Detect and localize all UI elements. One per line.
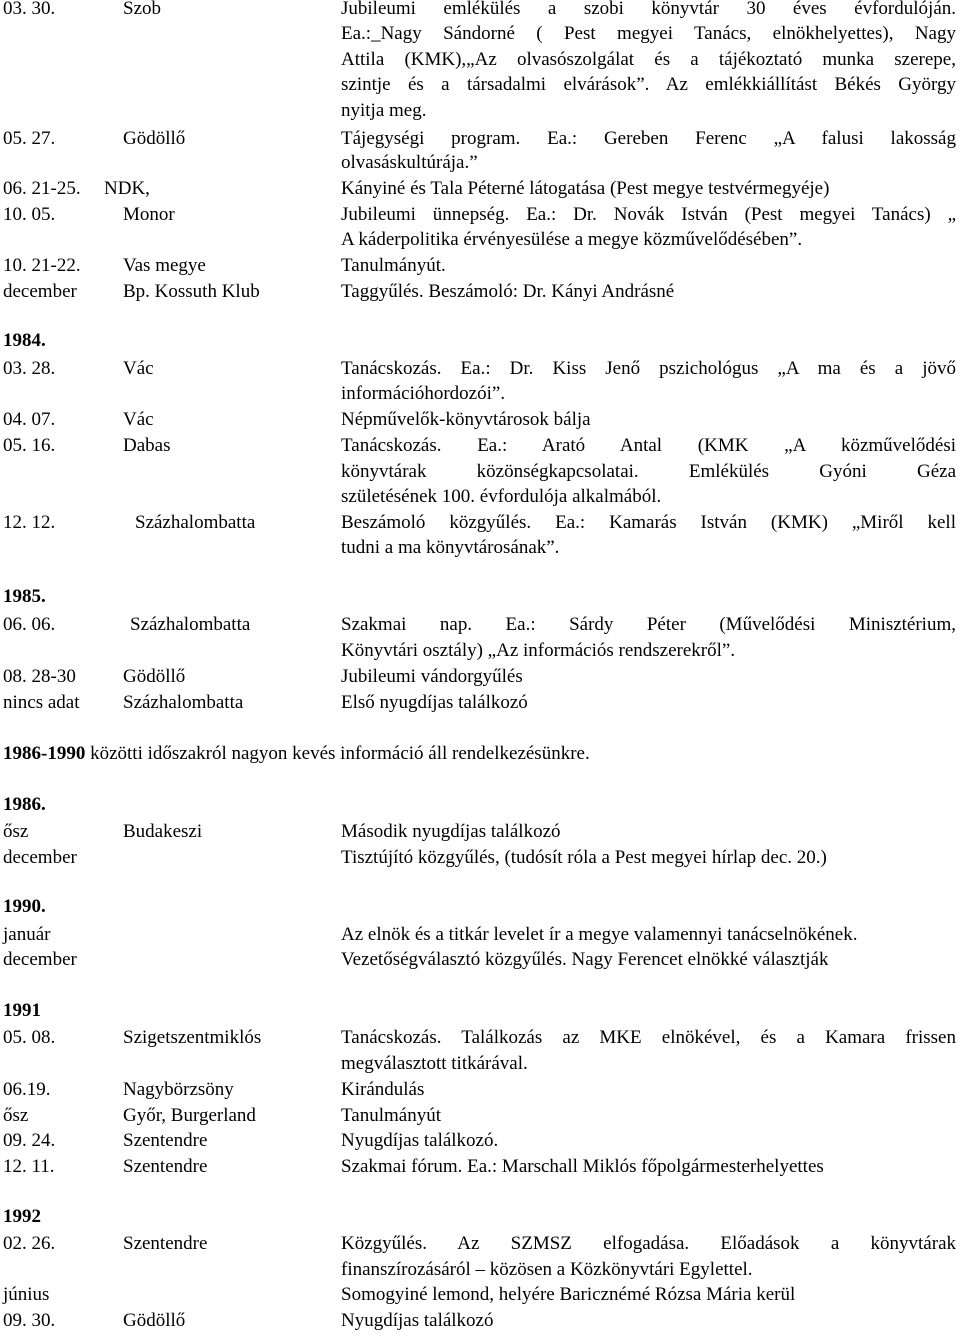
entry-description: Kirándulás — [341, 1079, 425, 1100]
year-heading-row — [0, 1205, 960, 1229]
year-heading: 1992 — [3, 1206, 41, 1227]
entry-description: Első nyugdíjas találkozó — [341, 692, 528, 713]
entry-date: január — [3, 924, 51, 945]
entry-row — [0, 73, 960, 97]
entry-date: 05. 08. — [3, 1027, 56, 1048]
entry-row — [0, 151, 960, 175]
entry-place: Dabas — [123, 435, 171, 456]
entry-description: Tanulmányút. — [341, 255, 446, 276]
year-heading-row — [0, 999, 960, 1023]
entry-row — [0, 923, 960, 947]
entry-date: 12. 12. — [3, 512, 56, 533]
entry-row — [0, 280, 960, 304]
entry-description: könyvtárak közönségkapcsolatai. Emlékülés Gyóni Géza — [341, 461, 956, 482]
entry-description: információhordozói”. — [341, 383, 506, 404]
entry-row — [0, 1283, 960, 1307]
year-heading-row — [0, 585, 960, 609]
entry-place: Szentendre — [123, 1156, 208, 1177]
entry-place: Bp. Kossuth Klub — [123, 281, 260, 302]
entry-row — [0, 820, 960, 844]
entry-place: Vác — [123, 358, 154, 379]
entry-description: Közgyűlés. Az SZMSZ elfogadása. Előadások a könyvtárak — [341, 1233, 956, 1254]
entry-place: Vác — [123, 409, 154, 430]
entry-date: 05. 27. — [3, 128, 56, 149]
entry-date: június — [3, 1284, 50, 1305]
entry-row — [0, 536, 960, 560]
entry-row — [0, 948, 960, 972]
entry-description: Taggyűlés. Beszámoló: Dr. Kányi Andrásné — [341, 281, 675, 302]
entry-row — [0, 639, 960, 663]
entry-row — [0, 846, 960, 870]
entry-row — [0, 613, 960, 637]
entry-description: Nyugdíjas találkozó — [341, 1310, 494, 1331]
entry-place: Szentendre — [123, 1130, 208, 1151]
year-heading-row — [0, 329, 960, 353]
entry-description: Jubileumi ünnepség. Ea.: Dr. Novák István (Pest megyei Tanács) „ — [341, 204, 956, 225]
entry-place: NDK, — [104, 178, 150, 199]
entry-place: Vas megye — [123, 255, 206, 276]
entry-row — [0, 254, 960, 278]
entry-description: finanszírozásáról – közösen a Közkönyvtári Egylettel. — [341, 1259, 753, 1280]
entry-description: Kányiné és Tala Péterné látogatása (Pest megye testvérmegyéje) — [341, 178, 830, 199]
entry-row — [0, 665, 960, 689]
entry-place: Százhalombatta — [123, 692, 244, 713]
entry-date: december — [3, 949, 77, 970]
entry-description: Szakmai nap. Ea.: Sárdy Péter (Művelődési Minisztérium, — [341, 614, 956, 635]
entry-place: Nagybörzsöny — [123, 1079, 234, 1100]
entry-description: Második nyugdíjas találkozó — [341, 821, 561, 842]
entry-place: Szigetszentmiklós — [123, 1027, 262, 1048]
entry-description: születésének 100. évfordulója alkalmából. — [341, 486, 662, 507]
entry-description: Tisztújító közgyűlés, (tudósít róla a Pest megyei hírlap dec. 20.) — [341, 847, 827, 868]
entry-row — [0, 460, 960, 484]
entry-row — [0, 1129, 960, 1153]
entry-description: szintje és a társadalmi elvárások”. Az emlékkiállítást Békés György — [341, 74, 956, 95]
entry-description: Szakmai fórum. Ea.: Marschall Miklós főpolgármesterhelyettes — [341, 1156, 824, 1177]
entry-place: Szob — [123, 0, 161, 19]
entry-description: Az elnök és a titkár levelet ír a megye valamennyi tanácselnökének. — [341, 924, 858, 945]
entry-date: ősz — [3, 821, 29, 842]
entry-row — [0, 203, 960, 227]
entry-place: Budakeszi — [123, 821, 203, 842]
entry-row — [0, 1309, 960, 1333]
entry-date: nincs adat — [3, 692, 80, 713]
entry-place: Monor — [123, 204, 175, 225]
year-heading: 1991 — [3, 1000, 41, 1021]
entry-row — [0, 127, 960, 151]
entry-date: 06.19. — [3, 1079, 51, 1100]
entry-date: 05. 16. — [3, 435, 56, 456]
entry-row — [0, 434, 960, 458]
entry-description: Vezetőségválasztó közgyűlés. Nagy Ferencet elnökké választják — [341, 949, 829, 970]
entry-row — [0, 48, 960, 72]
entry-row — [0, 1155, 960, 1179]
year-heading: 1984. — [3, 330, 46, 351]
entry-row — [0, 1104, 960, 1128]
entry-description: Tanácskozás. Ea.: Arató Antal (KMK „A közművelődési — [341, 435, 956, 456]
entry-description: Tájegységi program. Ea.: Gereben Ferenc „A falusi lakosság — [341, 128, 956, 149]
entry-date: december — [3, 847, 77, 868]
entry-date: 03. 30. — [3, 0, 56, 19]
note-body: közötti időszakról nagyon kevés információ áll rendelkezésünkre. — [85, 743, 590, 764]
entry-row — [0, 0, 960, 21]
entry-description: Somogyiné lemond, helyére Baricznémé Rózsa Mária kerül — [341, 1284, 796, 1305]
entry-date: 06. 21-25. — [3, 178, 81, 199]
year-heading-row — [0, 793, 960, 817]
entry-row — [0, 408, 960, 432]
entry-row — [0, 1026, 960, 1050]
entry-description: Ea.:_Nagy Sándorné ( Pest megyei Tanács, elnökhelyettes), Nagy — [341, 23, 956, 44]
entry-row — [0, 228, 960, 252]
entry-row — [0, 22, 960, 46]
entry-place: Gödöllő — [123, 666, 186, 687]
year-heading: 1986. — [3, 794, 46, 815]
entry-description: olvasáskultúrája.” — [341, 152, 478, 173]
entry-description: Jubileumi emlékülés a szobi könyvtár 30 éves évfordulóján. — [341, 0, 956, 19]
entry-description: Tanácskozás. Ea.: Dr. Kiss Jenő pszichológus „A ma és a jövő — [341, 358, 956, 379]
entry-place: Szentendre — [123, 1233, 208, 1254]
entry-row — [0, 1078, 960, 1102]
entry-description: Tanácskozás. Találkozás az MKE elnökével, és a Kamara frissen — [341, 1027, 956, 1048]
entry-date: 10. 21-22. — [3, 255, 81, 276]
entry-row — [0, 691, 960, 715]
entry-description: A káderpolitika érvényesülése a megye közművelődésében”. — [341, 229, 803, 250]
year-heading: 1985. — [3, 586, 46, 607]
entry-place: Gödöllő — [123, 1310, 186, 1331]
entry-description: Beszámoló közgyűlés. Ea.: Kamarás István (KMK) „Miről kell — [341, 512, 956, 533]
entry-place: Gödöllő — [123, 128, 186, 149]
entry-date: 02. 26. — [3, 1233, 56, 1254]
entry-description: Tanulmányút — [341, 1105, 441, 1126]
entry-row — [0, 357, 960, 381]
entry-description: nyitja meg. — [341, 100, 427, 121]
entry-place: Százhalombatta — [130, 614, 251, 635]
entry-date: 09. 24. — [3, 1130, 56, 1151]
year-heading-row — [0, 895, 960, 919]
entry-row — [0, 1052, 960, 1076]
entry-row — [0, 99, 960, 123]
entry-row — [0, 1258, 960, 1282]
note-text — [3, 742, 590, 766]
note-row — [0, 742, 960, 766]
entry-row — [0, 511, 960, 535]
note-period: 1986-1990 — [3, 743, 86, 764]
entry-description: Nyugdíjas találkozó. — [341, 1130, 499, 1151]
entry-date: 04. 07. — [3, 409, 56, 430]
entry-date: 10. 05. — [3, 204, 56, 225]
entry-date: ősz — [3, 1105, 29, 1126]
entry-place: Százhalombatta — [135, 512, 256, 533]
entry-date: 03. 28. — [3, 358, 56, 379]
year-heading: 1990. — [3, 896, 46, 917]
entry-date: 12. 11. — [3, 1156, 55, 1177]
entry-date: 09. 30. — [3, 1310, 56, 1331]
entry-place: Győr, Burgerland — [123, 1105, 256, 1126]
entry-description: Attila (KMK),„Az olvasószolgálat és a tájékoztató munka szerepe, — [341, 49, 956, 70]
entry-description: Népművelők-könyvtárosok bálja — [341, 409, 591, 430]
entry-description: Könyvtári osztály) „Az információs rendszerekről”. — [341, 640, 736, 661]
entry-date: 06. 06. — [3, 614, 56, 635]
entry-description: Jubileumi vándorgyűlés — [341, 666, 523, 687]
entry-date: december — [3, 281, 77, 302]
entry-row — [0, 382, 960, 406]
entry-description: megválasztott titkárával. — [341, 1053, 528, 1074]
entry-row — [0, 1232, 960, 1256]
entry-row — [0, 485, 960, 509]
entry-date: 08. 28-30 — [3, 666, 76, 687]
entry-row — [0, 177, 960, 201]
entry-description: tudni a ma könyvtárosának”. — [341, 537, 560, 558]
